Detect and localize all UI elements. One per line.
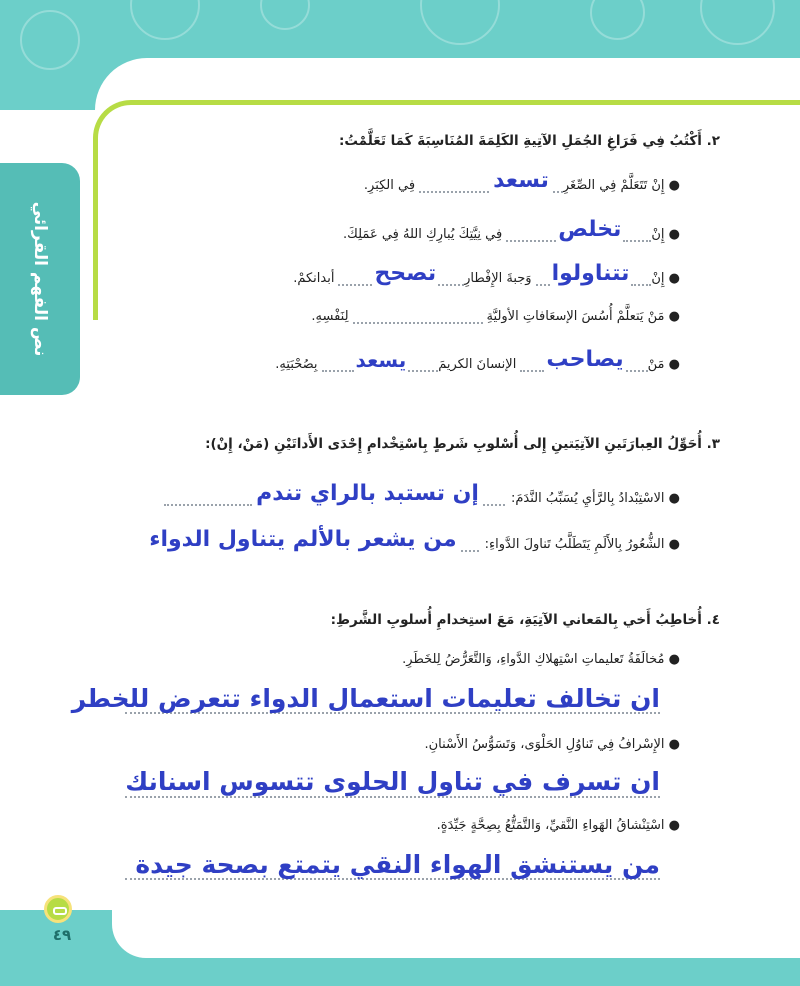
- q3-item-1: ● الاسْتِبْدادُ بِالرَّأيِ يُسَبِّبُ النَّدَمَ: إن تستبد بالراي تندم: [164, 472, 680, 506]
- q2-heading: ٢. أَكْتُبُ فِي فَرَاغِ الجُمَلِ الآتِيةِ الكَلِمَةَ المُنَاسِبَةَ كَمَا تَعَلَّمْتُ:: [338, 133, 720, 149]
- ornament: [130, 0, 200, 40]
- ornament: [420, 0, 500, 45]
- blank: [631, 276, 651, 286]
- q4-item-2-prompt: ● الإِسْرافُ فِي تَناوُلِ الحَلْوَى، وَتَسَوُّسُ الأَسْنانِ.: [424, 737, 680, 752]
- q2-item-2-part1: إِنْ: [651, 227, 665, 242]
- blank: [338, 276, 372, 286]
- q2-item-1-part2: فِي الكِبَرِ.: [363, 178, 416, 193]
- q2-item-3-part1: إِنْ: [651, 271, 665, 286]
- q4-item-3-prompt-text: اسْتِنْشاقُ الهَواءِ النَّقيِّ، وَالتَّمَتُّعُ بِصِحَّةٍ جَيِّدَةٍ.: [436, 818, 665, 833]
- blank: [408, 362, 438, 372]
- blank: [438, 276, 464, 286]
- blank: [483, 496, 505, 506]
- blank: [536, 276, 550, 286]
- q3-item-2: ● الشُّعُورُ بِالأَلَمِ يَتَطَلَّبُ تَناولَ الدَّواءِ: من يشعر بالألم يتناول الدواء: [149, 527, 680, 552]
- q2-item-4-part1: مَنْ يَتعلَّمْ أُسُسَ الإسعَافاتِ الأوليَّةِ: [486, 309, 665, 324]
- q4-item-3-answer: من يستنشق الهواء النقي يتمتع بصحة جيدة: [135, 850, 660, 879]
- blank: [520, 362, 544, 372]
- footer-band: [0, 910, 800, 986]
- blank: [623, 232, 651, 242]
- q2-item-5: ● مَنْ يصاحب الإنسانَ الكريمَ يسعد بِصُحْبَتِهِ.: [275, 347, 680, 372]
- q2-item-3-answer-1: تتناولوا: [551, 261, 630, 286]
- q2-item-5-answer-2: يسعد: [355, 348, 407, 372]
- page-area-corner: [112, 910, 800, 958]
- q3-item-2-answer: من يشعر بالألم يتناول الدواء: [149, 527, 457, 552]
- blank: [506, 232, 556, 242]
- q3-heading: ٣. أُحَوِّلُ العِبارَتَينِ الآتِيَتينِ إِلى أُسْلوبِ شَرطٍ بِاسْتِخْدامِ إِحْدَى الأَداتَيْنِ (مَنْ، إِنْ):: [205, 436, 720, 452]
- q3-item-2-prompt: الشُّعُورُ بِالأَلَمِ يَتَطَلَّبُ تَناولَ الدَّواءِ:: [484, 537, 665, 552]
- q4-item-1-prompt-text: مُخالَفَةُ تَعليماتِ اسْتِهلاكِ الدَّواءِ، وَالتَّعَرُّضُ لِلخَطَرِ.: [402, 652, 665, 667]
- q2-item-5-part2: الإنسانَ الكريمَ: [438, 357, 517, 372]
- answer-line: [125, 796, 660, 798]
- q2-item-2-part2: فِي نِيَّتِكَ يُبارِكِ اللهُ فِي عَمَلِكَ.: [343, 227, 503, 242]
- q2-item-2: ● إِنْ تخلص فِي نِيَّتِكَ يُبارِكِ اللهُ فِي عَمَلِكَ.: [343, 217, 680, 242]
- q2-item-1-part1: إِنْ تَتَعَلَّمْ فِي الصِّغَرِ: [562, 178, 665, 193]
- blank: [419, 183, 489, 193]
- q2-item-2-answer: تخلص: [558, 217, 622, 242]
- blank: [164, 496, 252, 506]
- blank: [353, 314, 483, 324]
- q4-item-2-prompt-text: الإِسْرافُ فِي تَناوُلِ الحَلْوَى، وَتَسَوُّسُ الأَسْنانِ.: [424, 737, 665, 752]
- blank: [626, 362, 648, 372]
- blank: [322, 362, 354, 372]
- q2-item-3-part2: وَجبةَ الإِفْطارِ: [464, 271, 532, 286]
- side-tab-label: نص الفهم القرائي: [30, 201, 50, 357]
- q2-item-3-answer-2: تصحح: [374, 261, 437, 286]
- q3-item-1-answer: إن تستبد بالراي تندم: [256, 481, 479, 506]
- q4-item-1-answer: ان تخالف تعليمات استعمال الدواء تتعرض للخطر: [71, 684, 660, 713]
- page-number: ٤٩: [52, 926, 72, 944]
- q2-item-4-part2: لِنَفْسِهِ.: [311, 309, 349, 324]
- ornament: [590, 0, 645, 40]
- q4-heading: ٤. أُخاطِبُ أَخي بِالمَعاني الآتِيَةِ، مَعَ استِخدامِ أُسلوبِ الشَّرطِ:: [330, 612, 720, 628]
- q2-item-1-answer: تسعد: [493, 168, 549, 193]
- q3-item-1-prompt: الاسْتِبْدادُ بِالرَّأيِ يُسَبِّبُ النَّدَمَ:: [510, 491, 665, 506]
- ornament: [260, 0, 310, 30]
- header-band: [0, 0, 800, 110]
- blank: [461, 542, 479, 552]
- q2-item-4: ● مَنْ يَتعلَّمْ أُسُسَ الإسعَافاتِ الأوليَّةِ لِنَفْسِهِ.: [311, 309, 680, 324]
- q4-item-1-prompt: ● مُخالَفَةُ تَعليماتِ اسْتِهلاكِ الدَّواءِ، وَالتَّعَرُّضُ لِلخَطَرِ.: [402, 652, 680, 667]
- q2-item-5-part3: بِصُحْبَتِهِ.: [275, 357, 318, 372]
- q2-item-3-part3: أبدانكمْ.: [293, 271, 335, 286]
- section-side-tab: [0, 163, 80, 395]
- q2-item-3: ● إِنْ تتناولوا وَجبةَ الإِفْطارِ تصحح أبدانكمْ.: [293, 261, 680, 286]
- ornament: [20, 10, 80, 70]
- q2-item-1: ● إِنْ تَتَعَلَّمْ فِي الصِّغَرِ تسعد فِي الكِبَرِ.: [363, 168, 680, 193]
- q2-item-5-answer-1: يصاحب: [546, 347, 624, 372]
- q4-item-3-prompt: ● اسْتِنْشاقُ الهَواءِ النَّقيِّ، وَالتَّمَتُّعُ بِصِحَّةٍ جَيِّدَةٍ.: [436, 818, 680, 833]
- q2-item-5-part1: مَنْ: [647, 357, 665, 372]
- ornament: [700, 0, 775, 45]
- blank: [553, 183, 563, 193]
- q4-item-2-answer: ان تسرف في تناول الحلوى تتسوس اسنانك: [125, 767, 660, 796]
- publisher-logo-icon: [44, 895, 72, 923]
